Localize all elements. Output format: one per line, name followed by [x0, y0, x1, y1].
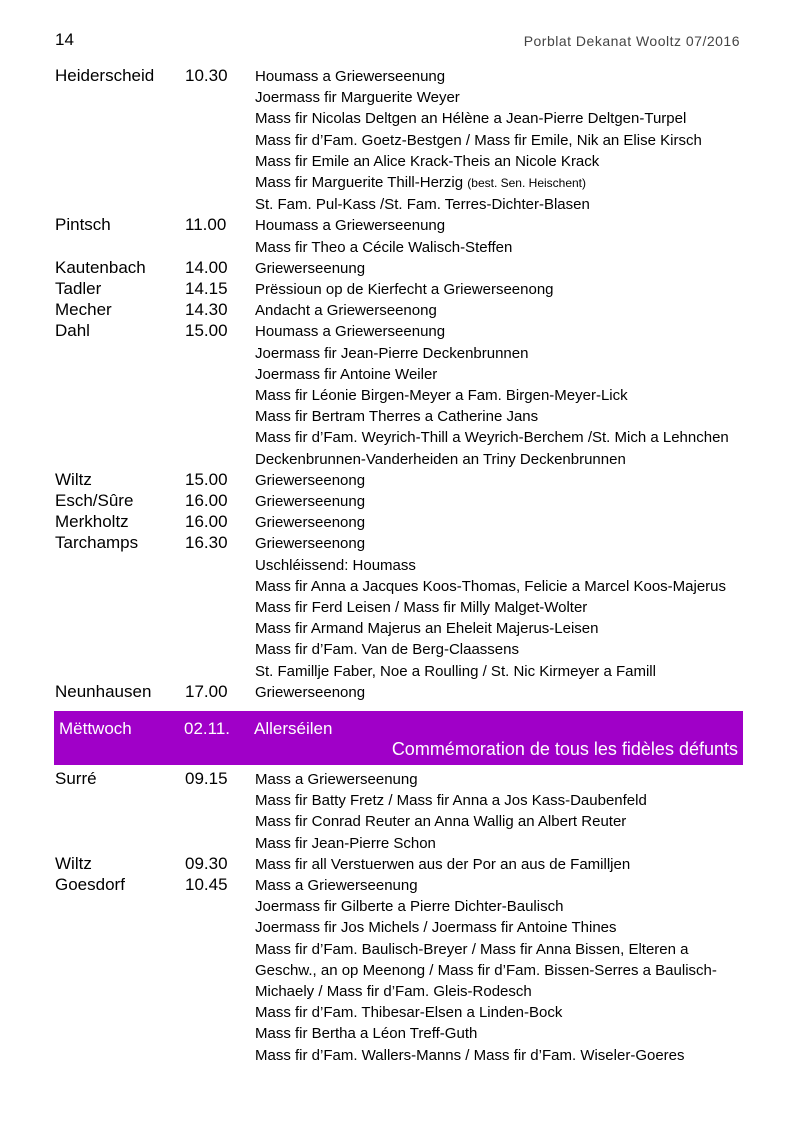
- intention-line: [255, 875, 745, 896]
- intention-text: Griewerseenong: [255, 683, 366, 701]
- page-header: [55, 30, 740, 52]
- intention-line: [255, 108, 745, 129]
- intention-line: [255, 364, 745, 385]
- intention-text: Mass fir Bertram Therres a Catherine Jans: [255, 408, 539, 426]
- service-time: 10.30: [185, 66, 228, 85]
- intention-line: [255, 790, 745, 811]
- intention-text: Mass fir d’Fam. Van de Berg-Claassens: [255, 641, 519, 659]
- intention-text: Houmass a Griewerseenung: [255, 68, 446, 85]
- intention-text: Joermass fir Gilberte a Pierre Dichter-Baulisch: [255, 898, 564, 916]
- intention-line: [255, 215, 745, 236]
- intention-line: [255, 769, 745, 790]
- intention-text: Mass fir Conrad Reuter an Anna Wallig an Albert Reuter: [255, 813, 627, 831]
- banner-feast-french: Commémoration de tous les fidèles défunts: [391, 739, 738, 759]
- intention-text: Joermass fir Marguerite Weyer: [255, 89, 460, 107]
- intention-line: [255, 682, 745, 703]
- intention-text: Prëssioun op de Kierfecht a Griewerseenong: [255, 281, 554, 299]
- intention-text: Mass fir Marguerite Thill-Herzig: [255, 174, 464, 192]
- intention-line: [255, 130, 745, 151]
- schedule-entry: [55, 875, 745, 1066]
- intention-line: [255, 470, 745, 491]
- intention-text: Griewerseenong: [255, 514, 366, 532]
- intention-line: [255, 1023, 745, 1044]
- place-name: Esch/Sûre: [55, 491, 134, 511]
- intention-line: [255, 237, 745, 258]
- intention-line: [255, 981, 745, 1002]
- intention-text: St. Famillje Faber, Noe a Roulling / St. Nic Kirmeyer a Famill: [255, 662, 656, 680]
- intention-text: St. Fam. Pul-Kass /St. Fam. Terres-Dichter-Blasen: [255, 196, 590, 214]
- service-time: 10.45: [185, 875, 228, 895]
- banner-date: 02.11.: [184, 719, 231, 738]
- service-time: 16.30: [185, 533, 228, 553]
- schedule-entry: [55, 854, 745, 875]
- intention-line: [255, 576, 745, 597]
- intention-text: Mass fir Emile an Alice Krack-Theis an Nicole Krack: [255, 152, 600, 170]
- place-name: Wiltz: [55, 469, 92, 489]
- intentions-list: [255, 300, 745, 321]
- intention-text: Mass fir Nicolas Deltgen an Hélène a Jean-Pierre Deltgen-Turpel: [255, 110, 687, 128]
- schedule-entry: [55, 279, 745, 300]
- intention-text: Mass fir d’Fam. Weyrich-Thill a Weyrich-Berchem /St. Mich a Lehnchen: [255, 429, 729, 447]
- intention-line: [255, 385, 745, 406]
- intention-line: [255, 1002, 745, 1023]
- intention-line: [255, 279, 745, 300]
- day-banner: [54, 711, 743, 765]
- intention-line: [255, 1045, 745, 1066]
- publication-title: Porblat Dekanat Wooltz 07/2016: [523, 33, 740, 49]
- intention-text: Mass fir d’Fam. Thibesar-Elsen a Linden-Bock: [255, 1004, 563, 1022]
- service-time: 16.00: [185, 491, 228, 511]
- intention-text: Andacht a Griewerseenong: [255, 302, 437, 320]
- intention-text: Joermass fir Antoine Weiler: [255, 365, 438, 383]
- intention-text: Mass a Griewerseenung: [255, 877, 418, 895]
- intention-text: Mass fir Batty Fretz / Mass fir Anna a Jos Kass-Daubenfeld: [255, 792, 647, 810]
- schedule-entry: [55, 321, 745, 469]
- intention-line: [255, 194, 745, 215]
- intention-text: Mass fir Jean-Pierre Schon: [255, 834, 436, 852]
- intention-text: Griewerseenong: [255, 535, 366, 553]
- intentions-list: [255, 258, 745, 279]
- intention-text: Deckenbrunnen-Vanderheiden an Triny Deckenbrunnen: [255, 450, 626, 468]
- intention-line: [255, 491, 745, 512]
- schedule-block-2: [55, 769, 745, 1066]
- intention-text: Mass fir Theo a Cécile Walisch-Steffen: [255, 238, 513, 256]
- intention-line: [255, 427, 745, 448]
- place-name: Neunhausen: [55, 681, 152, 701]
- place-name: Pintsch: [55, 215, 111, 235]
- intention-line: [255, 939, 745, 960]
- intention-line: [255, 597, 745, 618]
- schedule-entry: [55, 533, 745, 681]
- intention-line: [255, 854, 745, 875]
- banner-day: Mëttwoch: [59, 719, 132, 738]
- intentions-list: [255, 533, 745, 681]
- intentions-list: [255, 279, 745, 300]
- intention-line: [255, 896, 745, 917]
- place-name: Tadler: [55, 279, 102, 299]
- schedule-entry: [55, 491, 745, 512]
- intention-line: [255, 960, 745, 981]
- place-name: Mecher: [55, 300, 112, 320]
- intention-line: [255, 512, 745, 533]
- schedule-block-1: [55, 66, 745, 703]
- schedule-entry: [55, 512, 745, 533]
- intention-line: [255, 343, 745, 364]
- service-time: 14.30: [185, 300, 228, 320]
- intention-text: Houmass a Griewerseenung: [255, 217, 446, 235]
- intentions-list: [255, 491, 745, 512]
- intention-line: [255, 917, 745, 938]
- intention-line: [255, 321, 745, 342]
- schedule-entry: [55, 769, 745, 854]
- intention-text: Mass fir Armand Majerus an Eheleit Majerus-Leisen: [255, 620, 599, 638]
- intention-text: Griewerseenong: [255, 471, 366, 489]
- intentions-list: [255, 512, 745, 533]
- service-time: 09.30: [185, 853, 228, 873]
- intention-line: [255, 172, 745, 194]
- place-name: Surré: [55, 769, 97, 788]
- intention-line: [255, 811, 745, 832]
- intention-text: Joermass fir Jean-Pierre Deckenbrunnen: [255, 344, 529, 362]
- intention-line: [255, 533, 745, 554]
- intention-text: Mass fir Léonie Birgen-Meyer a Fam. Birgen-Meyer-Lick: [255, 387, 628, 405]
- intention-line: [255, 406, 745, 427]
- schedule-entry: [55, 66, 745, 215]
- intention-text: Mass fir d’Fam. Baulisch-Breyer / Mass fir Anna Bissen, Elteren a: [255, 940, 689, 958]
- intentions-list: [255, 682, 745, 703]
- intention-note: (best. Sen. Heischent): [467, 176, 587, 191]
- intention-text: Mass fir Ferd Leisen / Mass fir Milly Malget-Wolter: [255, 599, 588, 617]
- banner-feast: Allerséilen: [254, 719, 333, 738]
- place-name: Merkholtz: [55, 512, 129, 532]
- place-name: Heiderscheid: [55, 66, 155, 85]
- intention-text: Mass a Griewerseenung: [255, 771, 418, 788]
- service-time: 14.00: [185, 257, 228, 277]
- schedule-entry: [55, 470, 745, 491]
- service-time: 11.00: [185, 215, 227, 235]
- intention-line: [255, 449, 745, 470]
- intention-line: [255, 555, 745, 576]
- place-name: Kautenbach: [55, 257, 146, 277]
- intention-line: [255, 151, 745, 172]
- service-time: 09.15: [185, 769, 228, 788]
- intention-line: [255, 661, 745, 682]
- place-name: Goesdorf: [55, 875, 125, 895]
- intention-text: Griewerseenung: [255, 493, 366, 511]
- service-time: 15.00: [185, 321, 228, 341]
- intention-text: Griewerseenung: [255, 259, 366, 277]
- intentions-list: [255, 321, 745, 469]
- intentions-list: [255, 769, 745, 854]
- intentions-list: [255, 470, 745, 491]
- service-time: 15.00: [185, 469, 228, 489]
- intention-text: Uschléissend: Houmass: [255, 556, 416, 574]
- place-name: Tarchamps: [55, 533, 139, 553]
- intention-line: [255, 618, 745, 639]
- intention-text: Mass fir d’Fam. Wallers-Manns / Mass fir d’Fam. Wiseler-Goeres: [255, 1046, 685, 1064]
- intention-text: Mass fir Anna a Jacques Koos-Thomas, Felicie a Marcel Koos-Majerus: [255, 577, 727, 595]
- schedule-entry: [55, 682, 745, 703]
- schedule-entry: [55, 215, 745, 257]
- intention-line: [255, 639, 745, 660]
- schedule-entry: [55, 258, 745, 279]
- intention-line: [255, 833, 745, 854]
- place-name: Wiltz: [55, 853, 92, 873]
- intention-line: [255, 87, 745, 108]
- intentions-list: [255, 854, 745, 875]
- intention-text: Mass fir Bertha a Léon Treff-Guth: [255, 1025, 478, 1043]
- schedule-entry: [55, 300, 745, 321]
- intention-text: Joermass fir Jos Michels / Joermass fir Antoine Thines: [255, 919, 617, 937]
- intentions-list: [255, 66, 745, 215]
- intentions-list: [255, 215, 745, 257]
- service-time: 16.00: [185, 512, 228, 532]
- intention-text: Mass fir d’Fam. Goetz-Bestgen / Mass fir Emile, Nik an Elise Kirsch: [255, 131, 702, 149]
- intentions-list: [255, 875, 745, 1066]
- intention-line: [255, 300, 745, 321]
- place-name: Dahl: [55, 321, 90, 341]
- intention-text: Michaely / Mass fir d’Fam. Gleis-Rodesch: [255, 983, 532, 1001]
- page-number: 14: [55, 30, 74, 49]
- intention-text: Houmass a Griewerseenung: [255, 323, 446, 341]
- intention-line: [255, 66, 745, 87]
- intention-text: Mass fir all Verstuerwen aus der Por an aus de Familljen: [255, 855, 631, 873]
- service-time: 14.15: [185, 279, 228, 299]
- service-time: 17.00: [185, 681, 228, 701]
- intention-text: Geschw., an op Meenong / Mass fir d’Fam. Bissen-Serres a Baulisch-: [255, 961, 717, 979]
- intention-line: [255, 258, 745, 279]
